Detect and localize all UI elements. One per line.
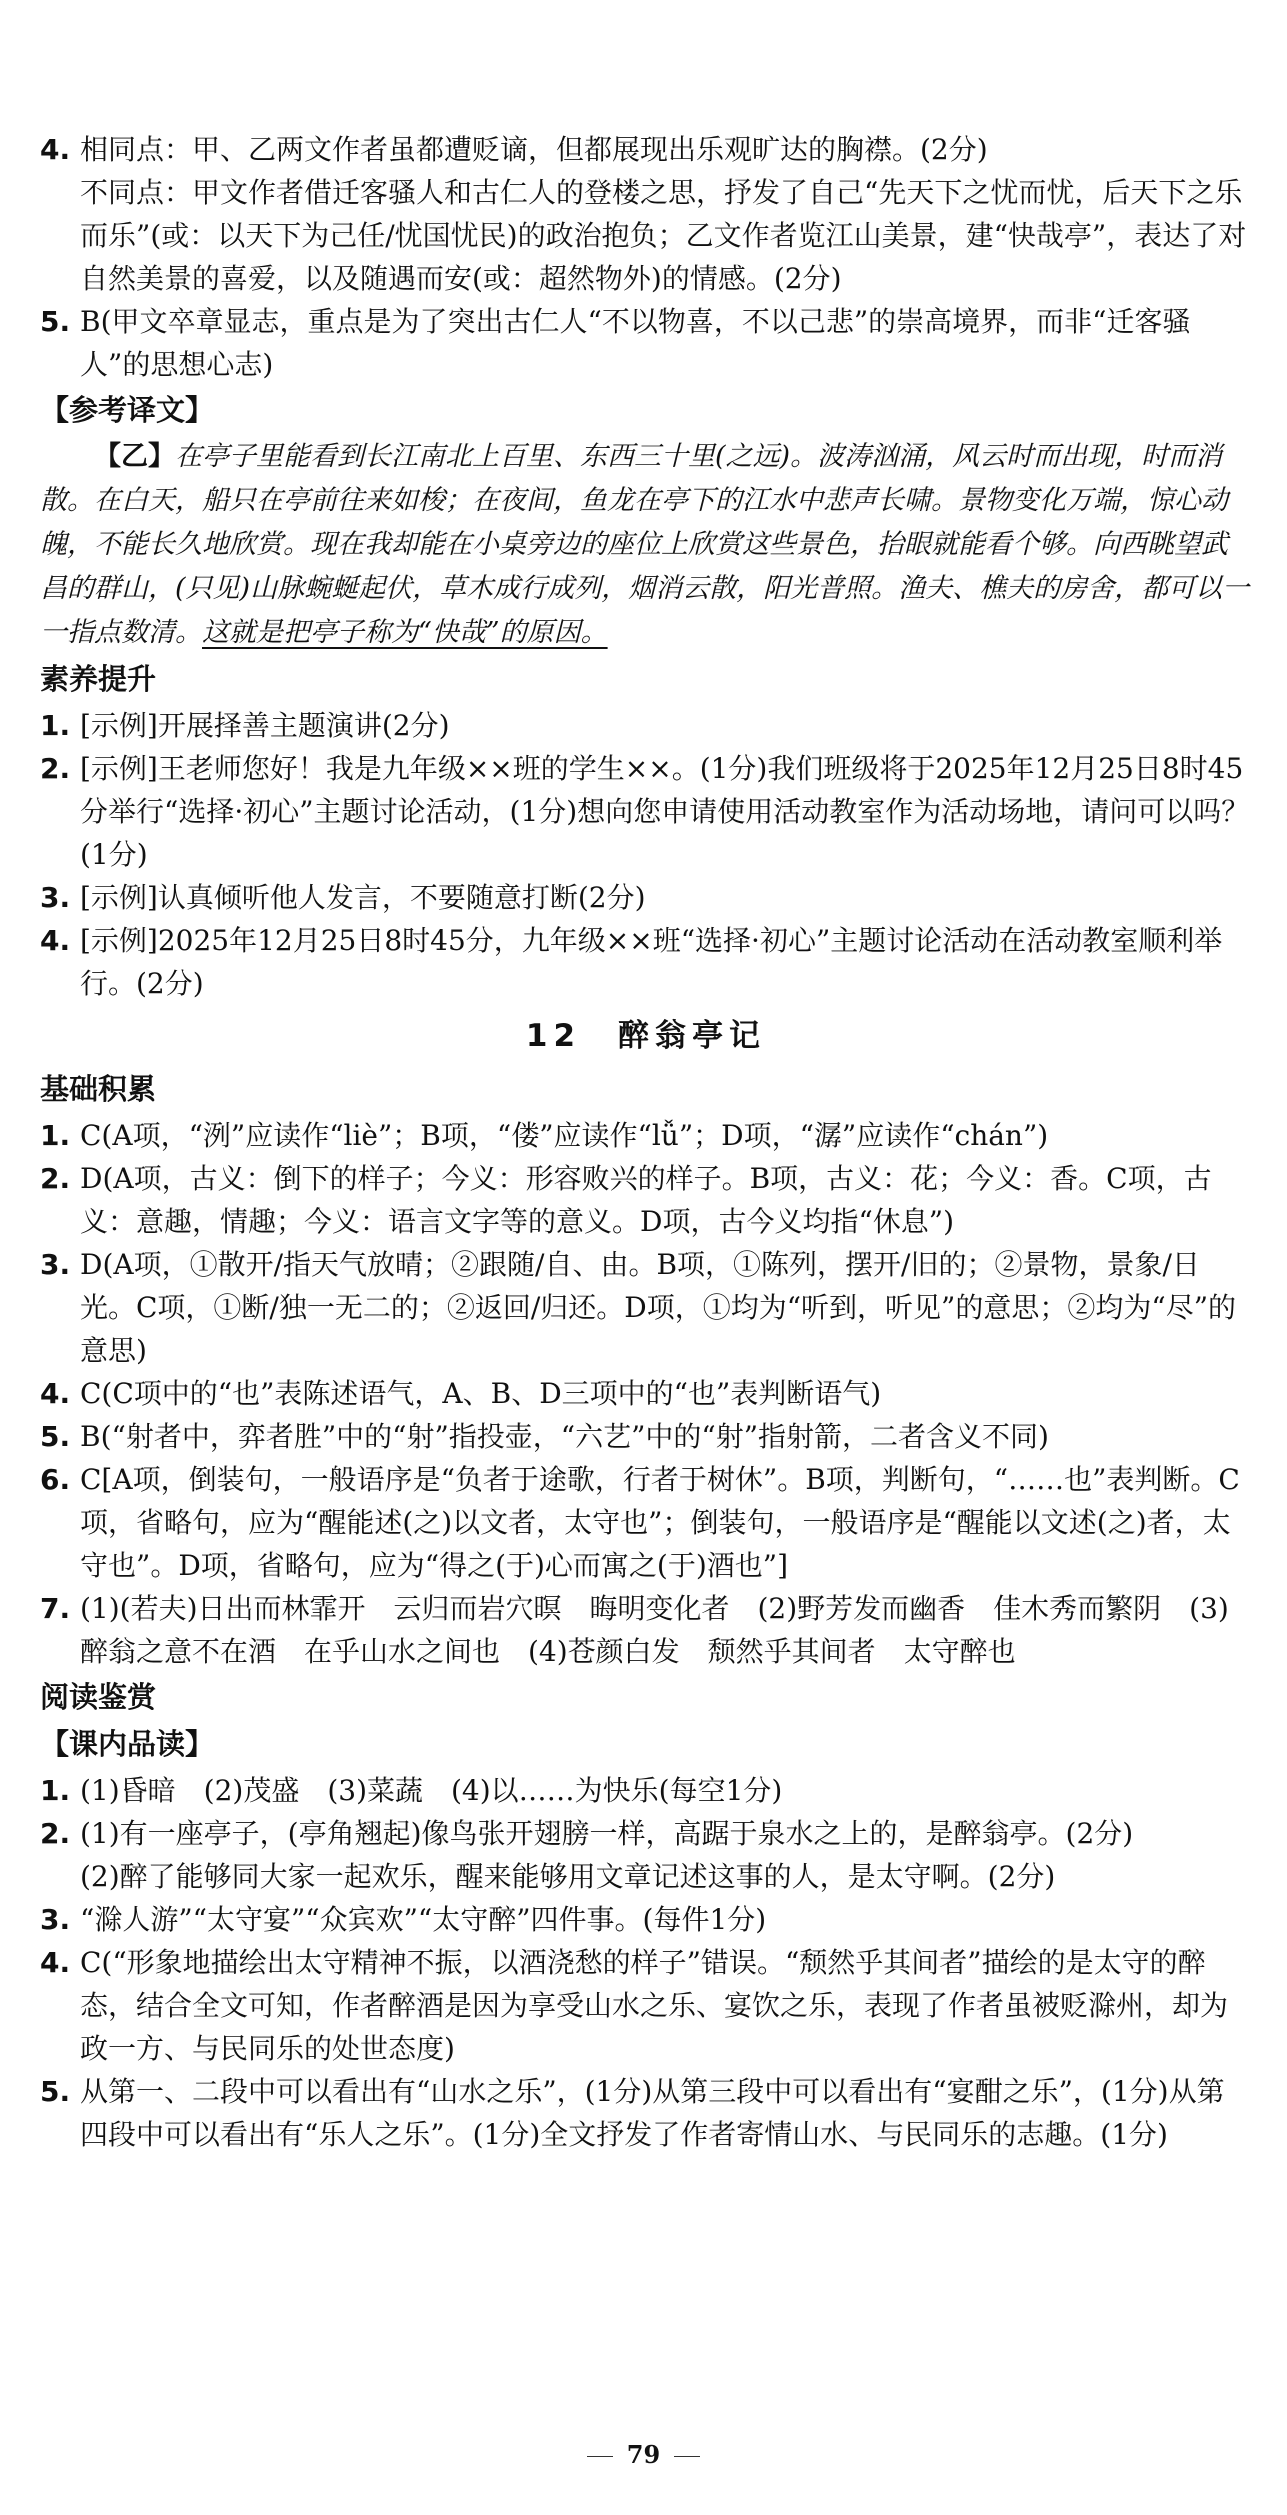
list-item: [40, 704, 1252, 747]
list-item: [40, 1243, 1252, 1372]
item-text: 从第一、二段中可以看出有“山水之乐”，(1分)从第三段中可以看出有“宴酣之乐”，(1分)从第四段中可以看出有“乐人之乐”。(1分)全文抒发了作者寄情山水、与民同乐的志趣。(1分): [80, 2075, 1225, 2151]
item-number: 5.: [40, 305, 71, 338]
item-text: B(甲文卒章显志，重点是为了突出古仁人“不以物喜，不以己悲”的崇高境界，而非“迁客骚人”的思想心志): [80, 305, 1191, 381]
item-text: 相同点：甲、乙两文作者虽都遭贬谪，但都展现出乐观旷达的胸襟。(2分): [80, 133, 988, 166]
list-item: [40, 747, 1252, 876]
item-number: 4.: [40, 1377, 71, 1410]
item-number: 6.: [40, 1463, 71, 1496]
section-heading-suyang: 素养提升: [40, 662, 157, 696]
list-item: [40, 1372, 1252, 1415]
item-text: C(C项中的“也”表陈述语气，A、B、D三项中的“也”表判断语气): [80, 1377, 882, 1410]
item-number: 5.: [40, 2075, 71, 2108]
page-number: [0, 2440, 1287, 2469]
item-number: 2.: [40, 752, 71, 785]
section-heading-jichu: 基础积累: [40, 1072, 157, 1106]
item-text: D(A项，古义：倒下的样子；今义：形容败兴的样子。B项，古义：花；今义：香。C项，古义：意趣，情趣；今义：语言文字等的意义。D项，古今义均指“休息”): [80, 1162, 1212, 1238]
item-number: 3.: [40, 1903, 71, 1936]
list-item: [40, 1458, 1252, 1587]
suyang-list: [40, 704, 1252, 1005]
item-text: D(A项，①散开/指天气放晴；②跟随/自、由。B项，①陈列，摆开/旧的；②景物，景象/日光。C项，①断/独一无二的；②返回/归还。D项，①均为“听到，听见”的意思；②均为“尽”的意思): [80, 1248, 1237, 1367]
item-number: 4.: [40, 1946, 71, 1979]
list-item: [40, 300, 1252, 386]
item-number: 3.: [40, 881, 71, 914]
item-text: [示例]王老师您好！我是九年级××班的学生××。(1分)我们班级将于2025年12月25日8时45分举行“选择·初心”主题讨论活动，(1分)想向您申请使用活动教室作为活动场地，请问可以吗？(1分): [80, 752, 1250, 871]
item-text: B(“射者中，弈者胜”中的“射”指投壶，“六艺”中的“射”指射箭，二者含义不同): [80, 1420, 1049, 1453]
dash-right: [674, 2456, 700, 2457]
section-heading-yuedu: 阅读鉴赏: [40, 1680, 157, 1714]
item-text: (1)有一座亭子，(亭角翘起)像鸟张开翅膀一样，高踞于泉水之上的，是醉翁亭。(2分): [80, 1817, 1134, 1850]
item-number: 1.: [40, 1774, 71, 1807]
item-number: 1.: [40, 709, 71, 742]
page-number-text: 79: [626, 2440, 661, 2469]
dash-left: [587, 2456, 613, 2457]
list-item: [40, 919, 1252, 1005]
list-item: [40, 1941, 1252, 2070]
item-text: (1)昏暗 (2)茂盛 (3)菜蔬 (4)以……为快乐(每空1分): [80, 1774, 783, 1807]
list-item: [40, 1157, 1252, 1243]
list-item: [40, 1812, 1252, 1898]
item-text: C(A项，“洌”应读作“liè”；B项，“偻”应读作“lǚ”；D项，“潺”应读作“chán”): [80, 1119, 1049, 1152]
item-text: [示例]认真倾听他人发言，不要随意打断(2分): [80, 881, 646, 914]
reference-translation: [40, 435, 1252, 655]
item-text: [示例]2025年12月25日8时45分，九年级××班“选择·初心”主题讨论活动在活动教室顺利举行。(2分): [80, 924, 1223, 1000]
item-text: “滁人游”“太守宴”“众宾欢”“太守醉”四件事。(每件1分): [80, 1903, 767, 1936]
item-number: 5.: [40, 1420, 71, 1453]
jichu-list: [40, 1114, 1252, 1673]
item-text: (1)(若夫)日出而林霏开 云归而岩穴暝 晦明变化者 (2)野芳发而幽香 佳木秀而繁阴 (3)醉翁之意不在酒 在乎山水之间也 (4)苍颜白发 颓然乎其间者 太守醉也: [80, 1592, 1229, 1668]
translation-text: 在亭子里能看到长江南北上百里、东西三十里(之远)。波涛汹涌，风云时而出现，时而消散。在白天，船只在亭前往来如梭；在夜间，鱼龙在亭下的江水中悲声长啸。景物变化万端，惊心动魄，不能长久地欣赏。现在我却能在小桌旁边的座位上欣赏这些景色，抬眼就能看个够。向西眺望武昌的群山，(只见)山脉蜿蜒起伏，草木成行成列，烟消云散，阳光普照。渔夫、樵夫的房舍，都可以一一指点数清。: [40, 441, 1250, 648]
item-number: 4.: [40, 133, 71, 166]
item-number: 2.: [40, 1162, 71, 1195]
list-item: [40, 876, 1252, 919]
list-item: [40, 2070, 1252, 2156]
item-number: 4.: [40, 924, 71, 957]
reference-translation-heading: 【参考译文】: [40, 393, 215, 427]
translation-underlined: 这就是把亭子称为“快哉”的原因。: [202, 617, 608, 648]
yuedu-list: [40, 1769, 1252, 2156]
list-item: [40, 1587, 1252, 1673]
list-item: [40, 1769, 1252, 1812]
item-text: C(“形象地描绘出太守精神不振，以酒浇愁的样子”错误。“颓然乎其间者”描绘的是太守的醉态，结合全文可知，作者醉酒是因为享受山水之乐、宴饮之乐，表现了作者虽被贬滁州，却为政一方、与民同乐的处世态度): [80, 1946, 1229, 2065]
item-number: 2.: [40, 1817, 71, 1850]
item-number: 7.: [40, 1592, 71, 1625]
item-text: 不同点：甲文作者借迁客骚人和古仁人的登楼之思，抒发了自己“先天下之忧而忧，后天下之乐而乐”(或：以天下为己任/忧国忧民)的政治抱负；乙文作者览江山美景，建“快哉亭”，表达了对自然美景的喜爱，以及随遇而安(或：超然物外)的情感。(2分): [80, 176, 1247, 295]
list-item: [40, 128, 1252, 300]
item-text: (2)醉了能够同大家一起欢乐，醒来能够用文章记述这事的人，是太守啊。(2分): [80, 1860, 1056, 1893]
item-text: C[A项，倒装句，一般语序是“负者于途歌，行者于树休”。B项，判断句，“……也”表判断。C项，省略句，应为“醒能述(之)以文者，太守也”；倒装句，一般语序是“醒能以文述(之)者，太守也”。D项，省略句，应为“得之(于)心而寓之(于)酒也”]: [80, 1463, 1240, 1582]
translation-tag: 【乙】: [94, 441, 175, 472]
lesson-title: 12 醉翁亭记: [525, 1018, 767, 1054]
list-item: [40, 1114, 1252, 1157]
item-list-continued: [40, 128, 1252, 386]
item-number: 1.: [40, 1119, 71, 1152]
answer-page: [40, 128, 1252, 2156]
list-item: [40, 1898, 1252, 1941]
list-item: [40, 1415, 1252, 1458]
item-number: 3.: [40, 1248, 71, 1281]
subsection-heading: 【课内品读】: [40, 1727, 215, 1761]
item-text: [示例]开展择善主题演讲(2分): [80, 709, 450, 742]
